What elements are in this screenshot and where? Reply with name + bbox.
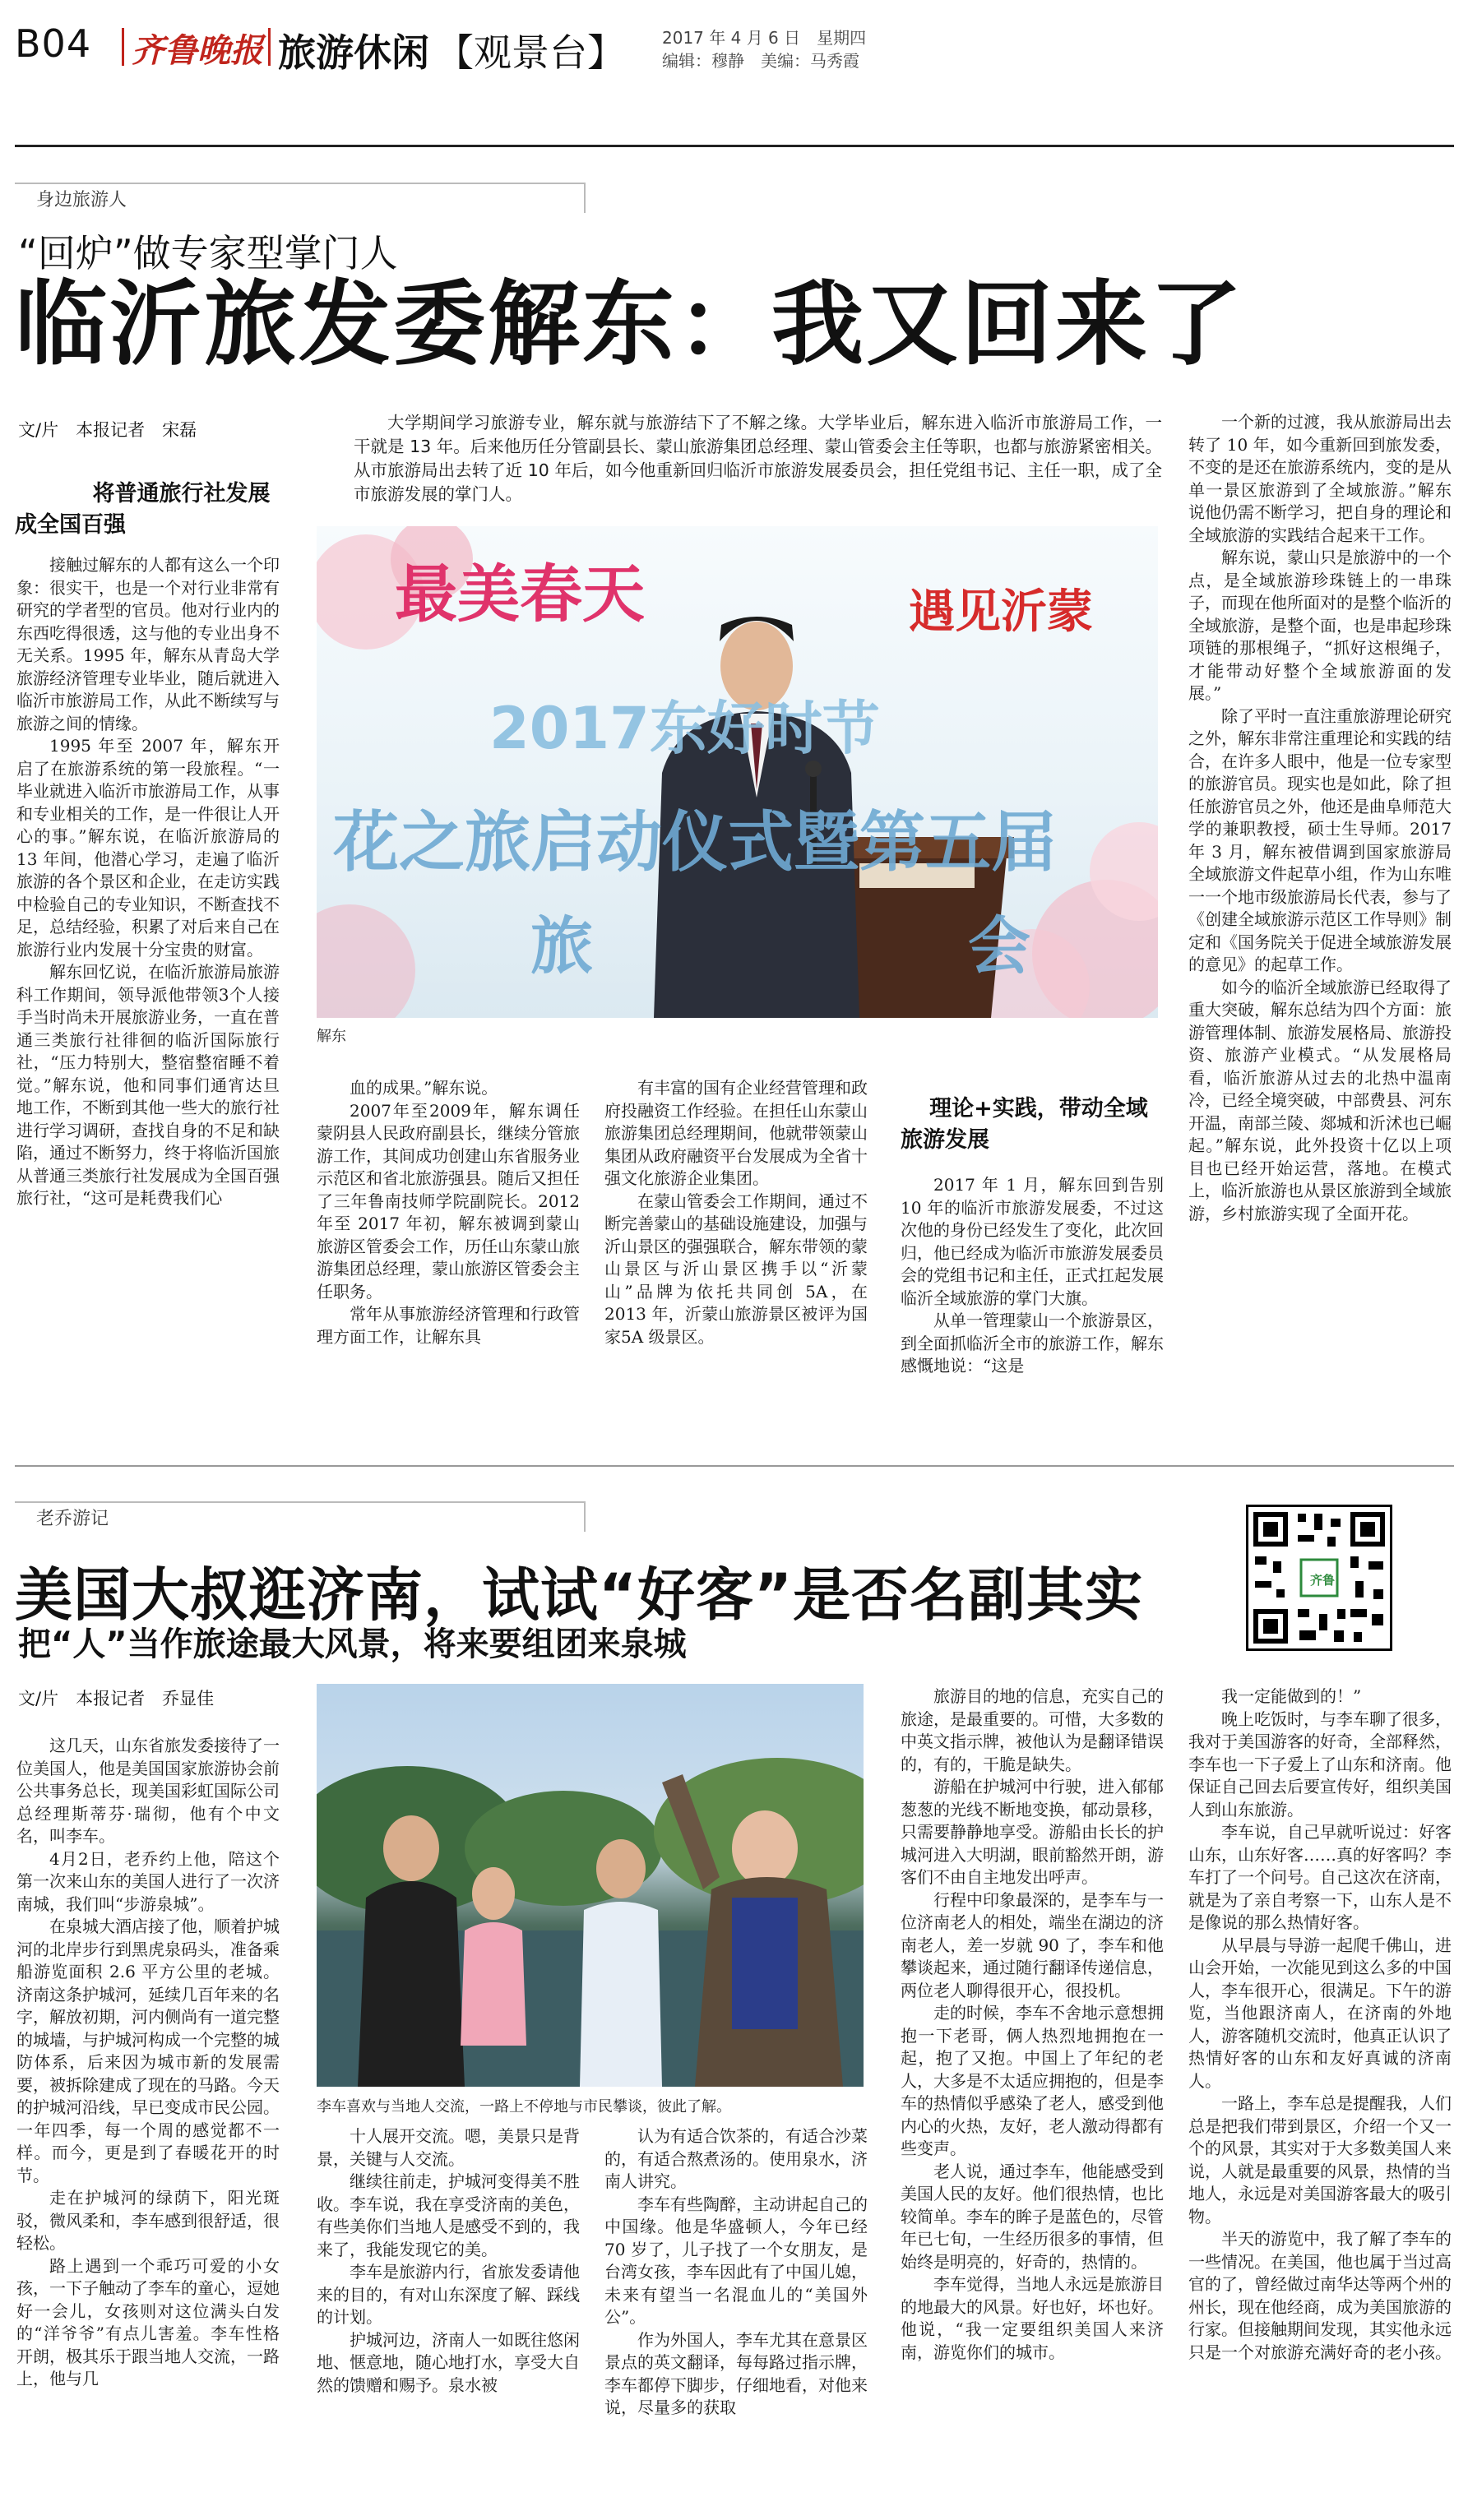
section-tag: 身边旅游人: [15, 183, 586, 213]
paragraph: 接触过解东的人都有这么一个印象：很实干，也是一个对行业非常有研究的学者型的官员。他对行业内的东西吃得很透，这与他的专业出身不无关系。1995 年，解东从青岛大学旅游经济管理专业毕业，随后就进入临沂市旅游局工作，从此不断续写与旅游之间的情缘。: [16, 555, 280, 733]
paragraph: 李车觉得，当地人永远是旅游目的地最大的风景。好也好，坏也好。他说，“我一定要组织美国人来济南，游览你们的城市。: [901, 2274, 1164, 2362]
article-byline: 文/片 本报记者 宋磊: [18, 420, 197, 440]
article1-column-3: [604, 1077, 868, 1348]
lead-paragraph: 大学期间学习旅游专业，解东就与旅游结下了不解之缘。大学毕业后，解东进入临沂市旅游局工作，一干就是 13 年。后来他历任分管副县长、蒙山旅游集团总经理、蒙山管委会主任等职，也都与旅游紧密相关。从市旅游局出去转了近 10 年后，如今他重新回归临沂市旅游发展委员会，担任党组书记、主任一职，成了全市旅游发展的掌门人。: [354, 413, 1162, 504]
paragraph: 走在护城河的绿荫下，阳光斑驳，微风柔和，李车感到很舒适，很轻松。: [16, 2188, 280, 2253]
article2-byline: 文/片 本报记者 乔显佳: [18, 1689, 215, 1709]
header-divider-2: [268, 28, 271, 66]
article2-photo-visitor: [317, 1684, 864, 2087]
paper-logo: 齐鲁晚报: [132, 31, 263, 70]
banner-text-low-2: 旅 会: [530, 909, 1030, 983]
banner-text-right: 遇见沂蒙: [909, 585, 1093, 639]
paragraph: 作为外国人，李车尤其在意景区景点的英文翻译，每每路过指示牌，李车都停下脚步，仔细地看，对他来说，尽量多的获取: [604, 2329, 868, 2417]
paragraph: 4月2日，老乔约上他，陪这个第一次来山东的美国人进行了一次济南城，我们叫“步游泉城”。: [16, 1848, 280, 1914]
paragraph: 这几天，山东省旅发委接待了一位美国人，他是美国国家旅游协会前公共事务总长，现美国彩虹国际公司总经理斯蒂芬·瑞彻，他有个中文名，叫李车。: [16, 1736, 280, 1846]
column-text: [16, 1735, 280, 2391]
paragraph: 除了平时一直注重旅游理论研究之外，解东非常注重理论和实践的结合，在许多人眼中，他是一位专家型的旅游官员。现实也是如此，除了担任旅游官员之外，他还是曲阜师范大学的兼职教授，硕士生导师。2017 年 3 月，解东被借调到国家旅游局全域旅游文件起草小组，作为山东唯一一个地市级旅游局长代表，参与了《创建全域旅游示范区工作导则》制定和《国务院关于促进全域旅游发展的意见》的起草工作。: [1188, 705, 1452, 974]
article1-column-4: [901, 1174, 1164, 1378]
column-text: [317, 2125, 580, 2397]
column-text: [901, 1174, 1164, 1378]
article2-headline: 美国大叔逛济南，试试“好客”是否名副其实: [15, 1561, 1144, 1629]
photo-scene-2: [317, 1684, 864, 2087]
article-headline: 临沂旅发委解东：我又回来了: [15, 271, 1244, 378]
column-text: [16, 554, 280, 1210]
column-text: [604, 1077, 868, 1348]
qr-code[interactable]: [1246, 1505, 1392, 1651]
header-rule: [15, 145, 1454, 147]
photo-caption-2: 李车喜欢与当地人交流，一路上不停地与市民攀谈，彼此了解。: [317, 2098, 731, 2115]
section-title: 旅游休闲: [278, 30, 429, 75]
article1-column-1: [16, 554, 280, 1210]
column-text: [901, 1685, 1164, 2364]
paragraph: 十人展开交流。嗯，美景只是背景，关键与人交流。: [317, 2126, 580, 2169]
column-text: [1188, 411, 1452, 1225]
banner-text-left: 最美春天: [395, 557, 645, 631]
paragraph: 游船在护城河中行驶，进入郁郁葱葱的光线不断地变换，郁动景移，只需要静静地享受。游船由长长的护城河进入大明湖，眼前豁然开朗，游客们不由自主地发出呼声。: [901, 1777, 1164, 1887]
paragraph: 2017 年 1 月，解东回到告别 10 年的临沂市旅游发展委，不过这次他的身份已经发生了变化，此次回归，他已经成为临沂市旅游发展委员会的党组书记和主任，正式扛起发展临沂全域旅游的掌门大旗。: [901, 1175, 1164, 1308]
article-lead: [354, 411, 1162, 506]
paragraph: 半天的游览中，我了解了李车的一些情况。在美国，他也属于当过高官的了，曾经做过南华达等两个州的州长，现在他经商，成为美国旅游的行家。但接触期间发现，其实他永远只是一个对旅游充满好奇的老小孩。: [1188, 2229, 1452, 2362]
paragraph: 一路上，李车总是提醒我，人们总是把我们带到景区，介绍一个又一个的风景，其实对于大多数美国人来说，人就是最重要的风景，热情的当地人，永远是对美国游客最大的吸引物。: [1188, 2093, 1452, 2226]
paragraph: 2007年至2009年，解东调任蒙阴县人民政府副县长，继续分管旅游工作，其间成功创建山东省服务业示范区和省北旅游强县。随后又担任了三年鲁南技师学院副院长。2012 年至 2017 年初，解东被调到蒙山旅游区管委会工作，历任山东蒙山旅游集团总经理，蒙山旅游区管委会主任职务。: [317, 1100, 580, 1302]
article2-deck: 把“人”当作旅途最大风景，将来要组团来泉城: [18, 1625, 687, 1663]
paragraph: 认为有适合饮茶的，有适合沙菜的，有适合熬煮汤的。使用泉水，济南人讲究。: [604, 2126, 868, 2191]
paragraph: 李车是旅游内行，省旅发委请他来的目的，有对山东深度了解、踩线的计划。: [317, 2262, 580, 2327]
column-title: 【观景台】: [436, 30, 625, 75]
paragraph: 护城河边，济南人一如既往悠闲地、惬意地，随心地打水，享受大自然的馈赠和赐予。泉水被: [317, 2329, 580, 2395]
page-number: B04: [15, 21, 92, 66]
article2-column-1: [16, 1735, 280, 2391]
paragraph: 有丰富的国有企业经营管理和政府投融资工作经验。在担任山东蒙山旅游集团总经理期间，他就带领蒙山集团从政府融资平台发展成为全省十强文化旅游企业集团。: [604, 1078, 868, 1188]
paragraph: 1995 年至 2007 年，解东开启了在旅游系统的第一段旅程。“一毕业就进入临沂市旅游局工作，从事和专业相关的工作，是一件很让人开心的事。”解东说，在临沂旅游局的 13 年间，他潜心学习，走遍了临沂旅游的各个景区和企业，在走访实践中检验自己的专业知识，不断查找不足，总结经验，积累了对后来自己在旅游行业内发展十分宝贵的财富。: [16, 736, 280, 959]
article1-column-5: [1188, 411, 1452, 1225]
subhead-2: 理论+实践，带动全域旅游发展: [901, 1096, 1148, 1153]
paragraph: 从单一管理蒙山一个旅游景区，到全面抓临沂全市的旅游工作，解东感慨地说：“这是: [901, 1311, 1164, 1376]
paragraph: 李车有些陶醉，主动讲起自己的中国缘。他是华盛顿人，今年已经 70 岁了，儿子找了一个女朋友，是台湾女孩，李车因此有了中国儿媳，未来有望当一名混血儿的“美国外公”。: [604, 2194, 868, 2327]
issue-date: 2017 年 4 月 6 日 星期四: [662, 28, 867, 48]
article2-column-3: [604, 2125, 868, 2420]
paragraph: 在泉城大酒店接了他，顺着护城河的北岸步行到黑虎泉码头，准备乘船游览面积 2.6 平方公里的老城。济南这条护城河，延续几百年来的名字，解放初期，河内侧尚有一道完整的城墙，与护城河构成一个完整的城防体系，后来因为城市新的发展需要，被拆除建成了现在的马路。今天的护城河沿线，早已变成市民公园。一年四季，每一个周的感觉都不一样。而今，更是到了春暖花开的时节。: [16, 1917, 280, 2185]
paragraph: 常年从事旅游经济管理和行政管理方面工作，让解东具: [317, 1304, 580, 1347]
article-separator: [15, 1465, 1454, 1467]
paragraph: 老人说，通过李车，他能感受到美国人民的友好。他们很热情，也比较简单。李车的眸子是蓝色的，尽管年已七旬，一生经历很多的事情，但始终是明亮的，好奇的，热情的。: [901, 2161, 1164, 2272]
article2-column-4: [901, 1685, 1164, 2364]
article2-column-2: [317, 2125, 580, 2397]
header-divider: [122, 28, 124, 66]
paragraph: 血的成果。”解东说。: [350, 1078, 498, 1098]
paragraph: 从早晨与导游一起爬千佛山，进山会开始，一次能见到这么多的中国人，李车很开心，很满足。下午的游览，当他跟济南人，在济南的外地人，游客随机交流时，他真正认识了热情好客的山东和友好真诚的济南人。: [1188, 1935, 1452, 2091]
paragraph: 如今的临沂全域旅游已经取得了重大突破，解东总结为四个方面：旅游管理体制、旅游发展格局、旅游投资、旅游产业模式。“从发展格局看，临沂旅游从过去的北热中温南冷，已经全境突破，中部费县、河东开温，南部兰陵、郯城和沂沭也已崛起。”解东说，此外投资十亿以上项目也已经开始运营，落地。在模式上，临沂旅游也从景区旅游到全域旅游，乡村旅游实现了全面开花。: [1188, 977, 1452, 1223]
editor-credits: 编辑：穆静 美编：马秀霞: [662, 51, 859, 71]
paragraph: 解东说，蒙山只是旅游中的一个点，是全域旅游珍珠链上的一串珠子，而现在他所面对的是整个临沂的全域旅游，是整个面，也是串起珍珠项链的那根绳子，“抓好这根绳子，才能带动好整个全域旅游面的发展。”: [1188, 548, 1452, 703]
paragraph: 路上遇到一个乖巧可爱的小女孩，一下子触动了李车的童心，逗她好一会儿，女孩则对这位满头白发的“洋爷爷”有点儿害羞。李车性格开朗，极其乐于跟当地人交流，一路上，他与几: [16, 2255, 280, 2388]
paragraph: 走的时候，李车不舍地示意想拥抱一下老哥，俩人热烈地拥抱在一起，抱了又抱。中国上了年纪的老人，大多是不太适应拥抱的，但是李车的热情似乎感染了老人，感受到他内心的火热，友好，老人激动得都有些变声。: [901, 2003, 1164, 2158]
page-header: [0, 0, 1468, 82]
qr-center-label: 齐鲁: [1309, 1573, 1335, 1588]
subhead-1: 将普通旅行社发展成全国百强: [15, 481, 271, 538]
paragraph: 一个新的过渡，我从旅游局出去转了 10 年，如今重新回到旅发委，不变的是还在旅游系统内，变的是从单一景区旅游到了全域旅游。”解东说他仍需不断学习，把自身的理论和全域旅游的实践结合起来干工作。: [1188, 412, 1452, 545]
column-text: [604, 2125, 868, 2420]
paragraph: 行程中印象最深的，是李车与一位济南老人的相处，端坐在湖边的济南老人，差一岁就 90 了，李车和他攀谈起来，通过随行翻译传递信息，两位老人聊得很开心，很投机。: [901, 1889, 1164, 2000]
paragraph: 继续往前走，护城河变得美不胜收。李车说，我在享受济南的美色，有些美你们当地人是感受不到的，我来了，我能发现它的美。: [317, 2171, 580, 2259]
paragraph: 我一定能做到的！”: [1221, 1686, 1362, 1706]
paragraph: 晚上吃饭时，与李车聊了很多，我对于美国游客的好奇，全部释然，李车也一下子爱上了山东和济南。他保证自己回去后要宣传好，组织美国人到山东旅游。: [1188, 1709, 1452, 1819]
column-text: [1188, 1685, 1452, 2364]
paragraph: 解东回忆说，在临沂旅游局旅游科工作期间，领导派他带领3个人接手当时尚未开展旅游业务，一直在普通三类旅行社徘徊的临沂国际旅行社，“压力特别大，整宿整宿睡不着觉。”解东说，他和同事们通宵达旦地工作，不断到其他一些大的旅行社进行学习调研，查找自身的不足和缺陷，通过不断努力，终于将临沂国旅从普通三类旅行社发展成为全国百强旅行社，“这可是耗费我们心: [16, 962, 280, 1208]
column-text: [317, 1077, 580, 1348]
banner-text-mid: 2017东好时节: [489, 695, 880, 762]
paragraph: 李车说，自己早就听说过：好客山东，山东好客……真的好客吗？李车打了一个问号。自己这次在济南，就是为了亲自考察一下，山东人是不是像说的那么热情好客。: [1188, 1822, 1452, 1932]
article2-column-5: [1188, 1685, 1452, 2364]
article-photo-speaker: [317, 526, 1158, 1018]
paragraph: 旅游目的地的信息，充实自己的旅途，是最重要的。可惜，大多数的中英文指示牌，被他认为是翻译错误的，有的，干脆是缺失。: [901, 1686, 1164, 1774]
section-tag-2: 老乔游记: [15, 1501, 586, 1532]
article1-column-2: [317, 1077, 580, 1348]
banner-text-low: 花之旅启动仪式暨第五届: [333, 804, 1057, 881]
article-kicker: “回炉”做专家型掌门人: [18, 231, 398, 275]
photo-caption: 解东: [317, 1028, 346, 1045]
paragraph: 在蒙山管委会工作期间，通过不断完善蒙山的基础设施建设，加强与沂山景区的强强联合，解东带领的蒙山景区与沂山景区携手以“沂蒙山”品牌为依托共同创 5A，在 2013 年，沂蒙山旅游景区被评为国家5A 级景区。: [604, 1191, 868, 1347]
